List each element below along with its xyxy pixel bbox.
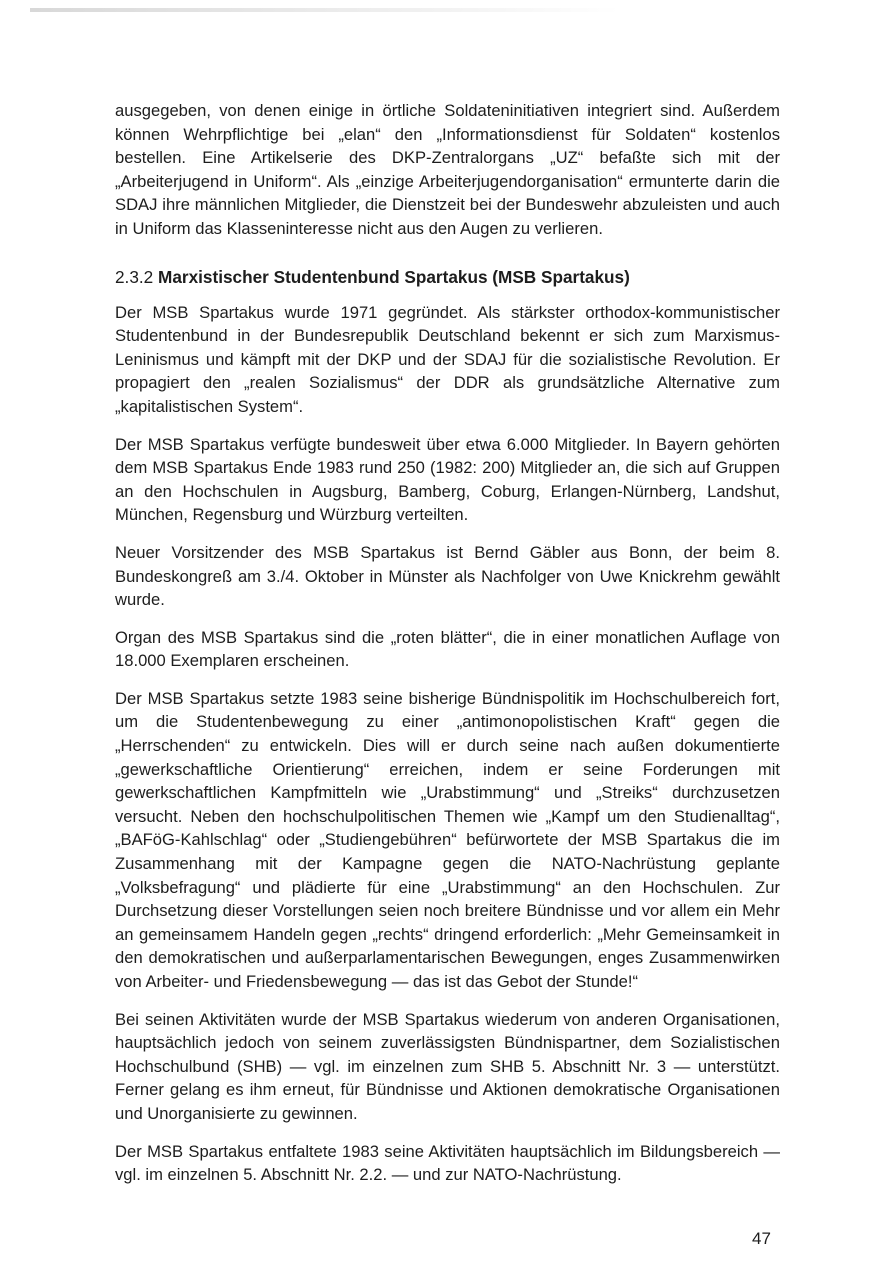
paragraph: Der MSB Spartakus verfügte bundesweit über etwa 6.000 Mitglieder. In Bayern gehörten dem MSB Spartakus Ende 1983 rund 250 (1982: 200) Mitglieder an, die sich auf Gruppen an den Hochschulen in Augsburg, Bamberg, Coburg, Erlangen-Nürnberg, Landshut, München, Regensburg und Würzburg verteilten. xyxy=(115,434,780,525)
scan-edge xyxy=(30,8,620,12)
paragraph: Der MSB Spartakus setzte 1983 seine bisherige Bündnispolitik im Hochschulbereich fort, um die Studentenbewegung zu einer „antimonopolistischen Kraft“ gegen die „Herrschenden“ zu entwickeln. Dies will er durch seine nach außen dokumentierte „gewerkschaftliche Orientierung“ erreichen, indem er seine Forderungen mit gewerkschaftlichen Kampfmitteln wie „Urabstimmung“ und „Streiks“ durchzusetzen versucht. Neben den hochschulpolitischen Themen wie „Kampf um den Studienalltag“, „BAFöG-Kahlschlag“ oder „Studiengebühren“ befürwortete der MSB Spartakus die im Zusammenhang mit der Kampagne gegen die NATO-Nachrüstung geplante „Volksbefragung“ und plädierte für eine „Urabstimmung“ an den Hochschulen. Zur Durchsetzung dieser Vorstellungen seien noch breitere Bündnisse und vor allem ein Mehr an gemeinsamem Handeln gegen „rechts“ dringend erforderlich: „Mehr Gemeinsamkeit in den demokratischen und außerparlamentarischen Bewegungen, enges Zusammenwirken von Arbeiter- und Friedensbewegung — das ist das Gebot der Stunde!“ xyxy=(115,688,780,991)
paragraph: Der MSB Spartakus wurde 1971 gegründet. Als stärkster orthodox-kommunistischer Studentenbund in der Bundesrepublik Deutschland bekennt er sich zum Marxismus-Leninismus und kämpft mit der DKP und der SDAJ für die sozialistische Revolution. Er propagiert den „realen Sozialismus“ der DDR als grundsätzliche Alternative zum „kapitalistischen System“. xyxy=(115,302,780,416)
section-number: 2.3.2 xyxy=(115,266,154,287)
section-heading xyxy=(115,265,780,289)
document-page xyxy=(115,99,780,1201)
paragraph: Organ des MSB Spartakus sind die „roten blätter“, die in einer monatlichen Auflage von 18.000 Exemplaren erscheinen. xyxy=(115,627,780,671)
paragraph: Bei seinen Aktivitäten wurde der MSB Spartakus wiederum von anderen Organisationen, hauptsächlich jedoch von seinem zuverlässigsten Bündnispartner, dem Sozialistischen Hochschulbund (SHB) — vgl. im einzelnen zum SHB 5. Abschnitt Nr. 3 — unterstützt. Ferner gelang es ihm erneut, für Bündnisse und Aktionen demokratische Organisationen und Unorganisierte zu gewinnen. xyxy=(115,1009,780,1123)
paragraph-intro: ausgegeben, von denen einige in örtliche Soldateninitiativen integriert sind. Außerdem können Wehrpflichtige bei „elan“ den „Informationsdienst für Soldaten“ kostenlos bestellen. Eine Artikelserie des DKP-Zentralorgans „UZ“ befaßte sich mit der „Arbeiterjugend in Uniform“. Als „einzige Arbeiterjugendorganisation“ ermunterte darin die SDAJ ihre männlichen Mitglieder, die Dienstzeit bei der Bundeswehr abzuleisten und auch in Uniform das Klasseninteresse nicht aus den Augen zu verlieren. xyxy=(115,101,780,238)
paragraph: Der MSB Spartakus entfaltete 1983 seine Aktivitäten hauptsächlich im Bildungsbereich — vgl. im einzelnen 5. Abschnitt Nr. 2.2. — und zur NATO-Nachrüstung. xyxy=(115,1141,780,1185)
paragraph: Neuer Vorsitzender des MSB Spartakus ist Bernd Gäbler aus Bonn, der beim 8. Bundeskongreß am 3./4. Oktober in Münster als Nachfolger von Uwe Knickrehm gewählt wurde. xyxy=(115,542,780,610)
section-title: Marxistischer Studentenbund Spartakus (MSB Spartakus) xyxy=(158,266,630,287)
page-number: 47 xyxy=(752,1229,771,1248)
